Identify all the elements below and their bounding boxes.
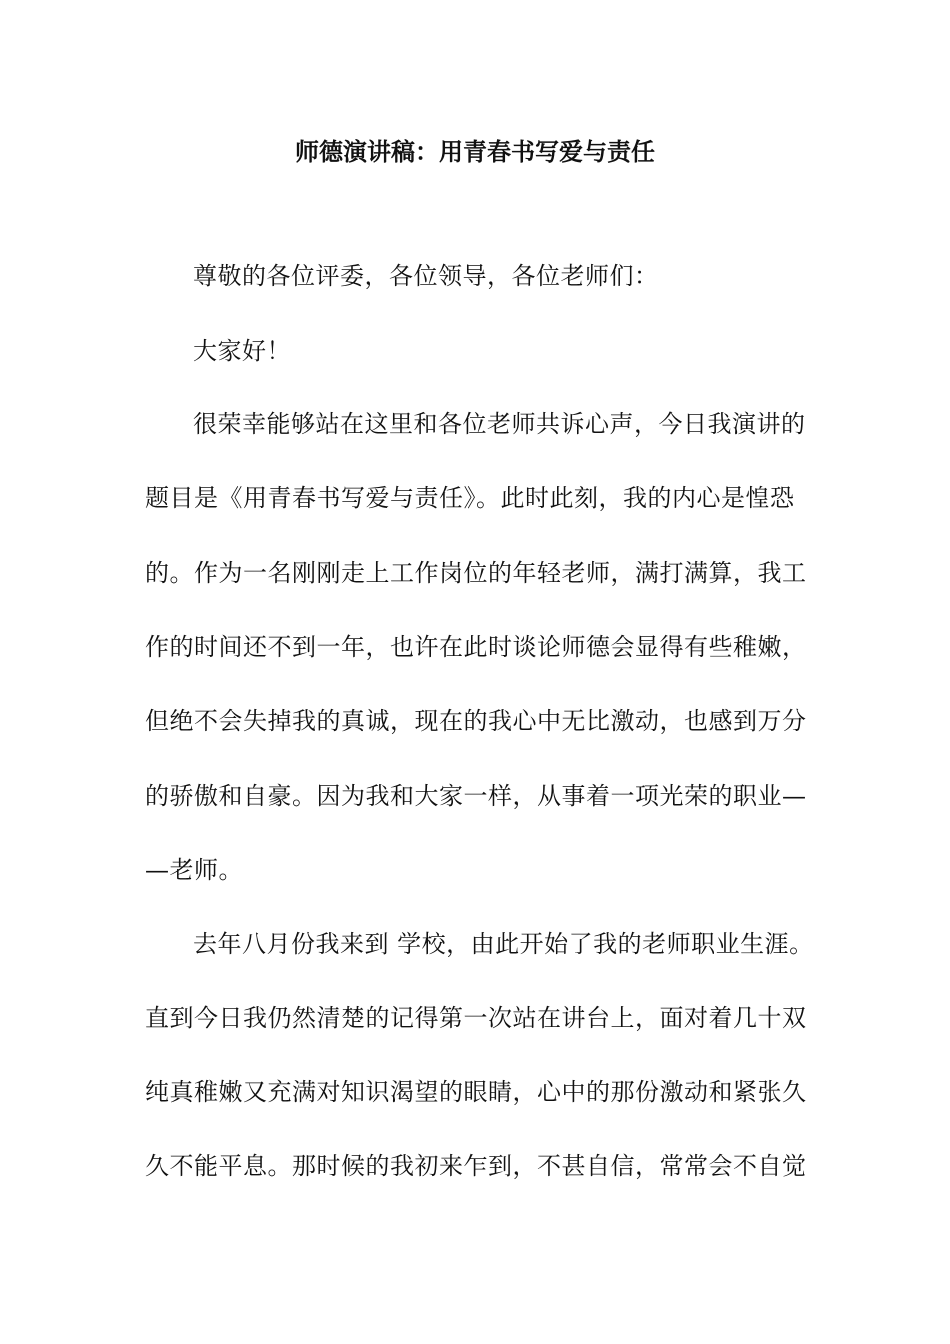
paragraph-line: 直到今日我仍然清楚的记得第一次站在讲台上，面对着几十双: [145, 1004, 807, 1032]
paragraph-line: 但绝不会失掉我的真诚，现在的我心中无比激动，也感到万分: [145, 707, 807, 735]
paragraph-line: 很荣幸能够站在这里和各位老师共诉心声，今日我演讲的: [193, 410, 806, 438]
paragraph-line: 久不能平息。那时候的我初来乍到，不甚自信，常常会不自觉: [145, 1152, 807, 1180]
paragraph-line: 去年八月份我来到 学校，由此开始了我的老师职业生涯。: [193, 930, 814, 958]
document-title: 师德演讲稿：用青春书写爱与责任: [295, 137, 655, 166]
paragraph-line: 纯真稚嫩又充满对知识渴望的眼睛，心中的那份激动和紧张久: [145, 1078, 807, 1106]
paragraph-line: 的。作为一名刚刚走上工作岗位的年轻老师，满打满算，我工: [145, 559, 807, 587]
paragraph-line: —老师。: [145, 856, 243, 884]
paragraph-line: 题目是《用青春书写爱与责任》。此时此刻，我的内心是惶恐: [145, 484, 795, 512]
paragraph-line: 作的时间还不到一年，也许在此时谈论师德会显得有些稚嫩，: [145, 633, 807, 661]
salutation-line: 尊敬的各位评委，各位领导，各位老师们：: [193, 262, 659, 290]
greeting-line: 大家好！: [193, 337, 291, 365]
paragraph-line: 的骄傲和自豪。因为我和大家一样，从事着一项光荣的职业—: [145, 782, 807, 810]
